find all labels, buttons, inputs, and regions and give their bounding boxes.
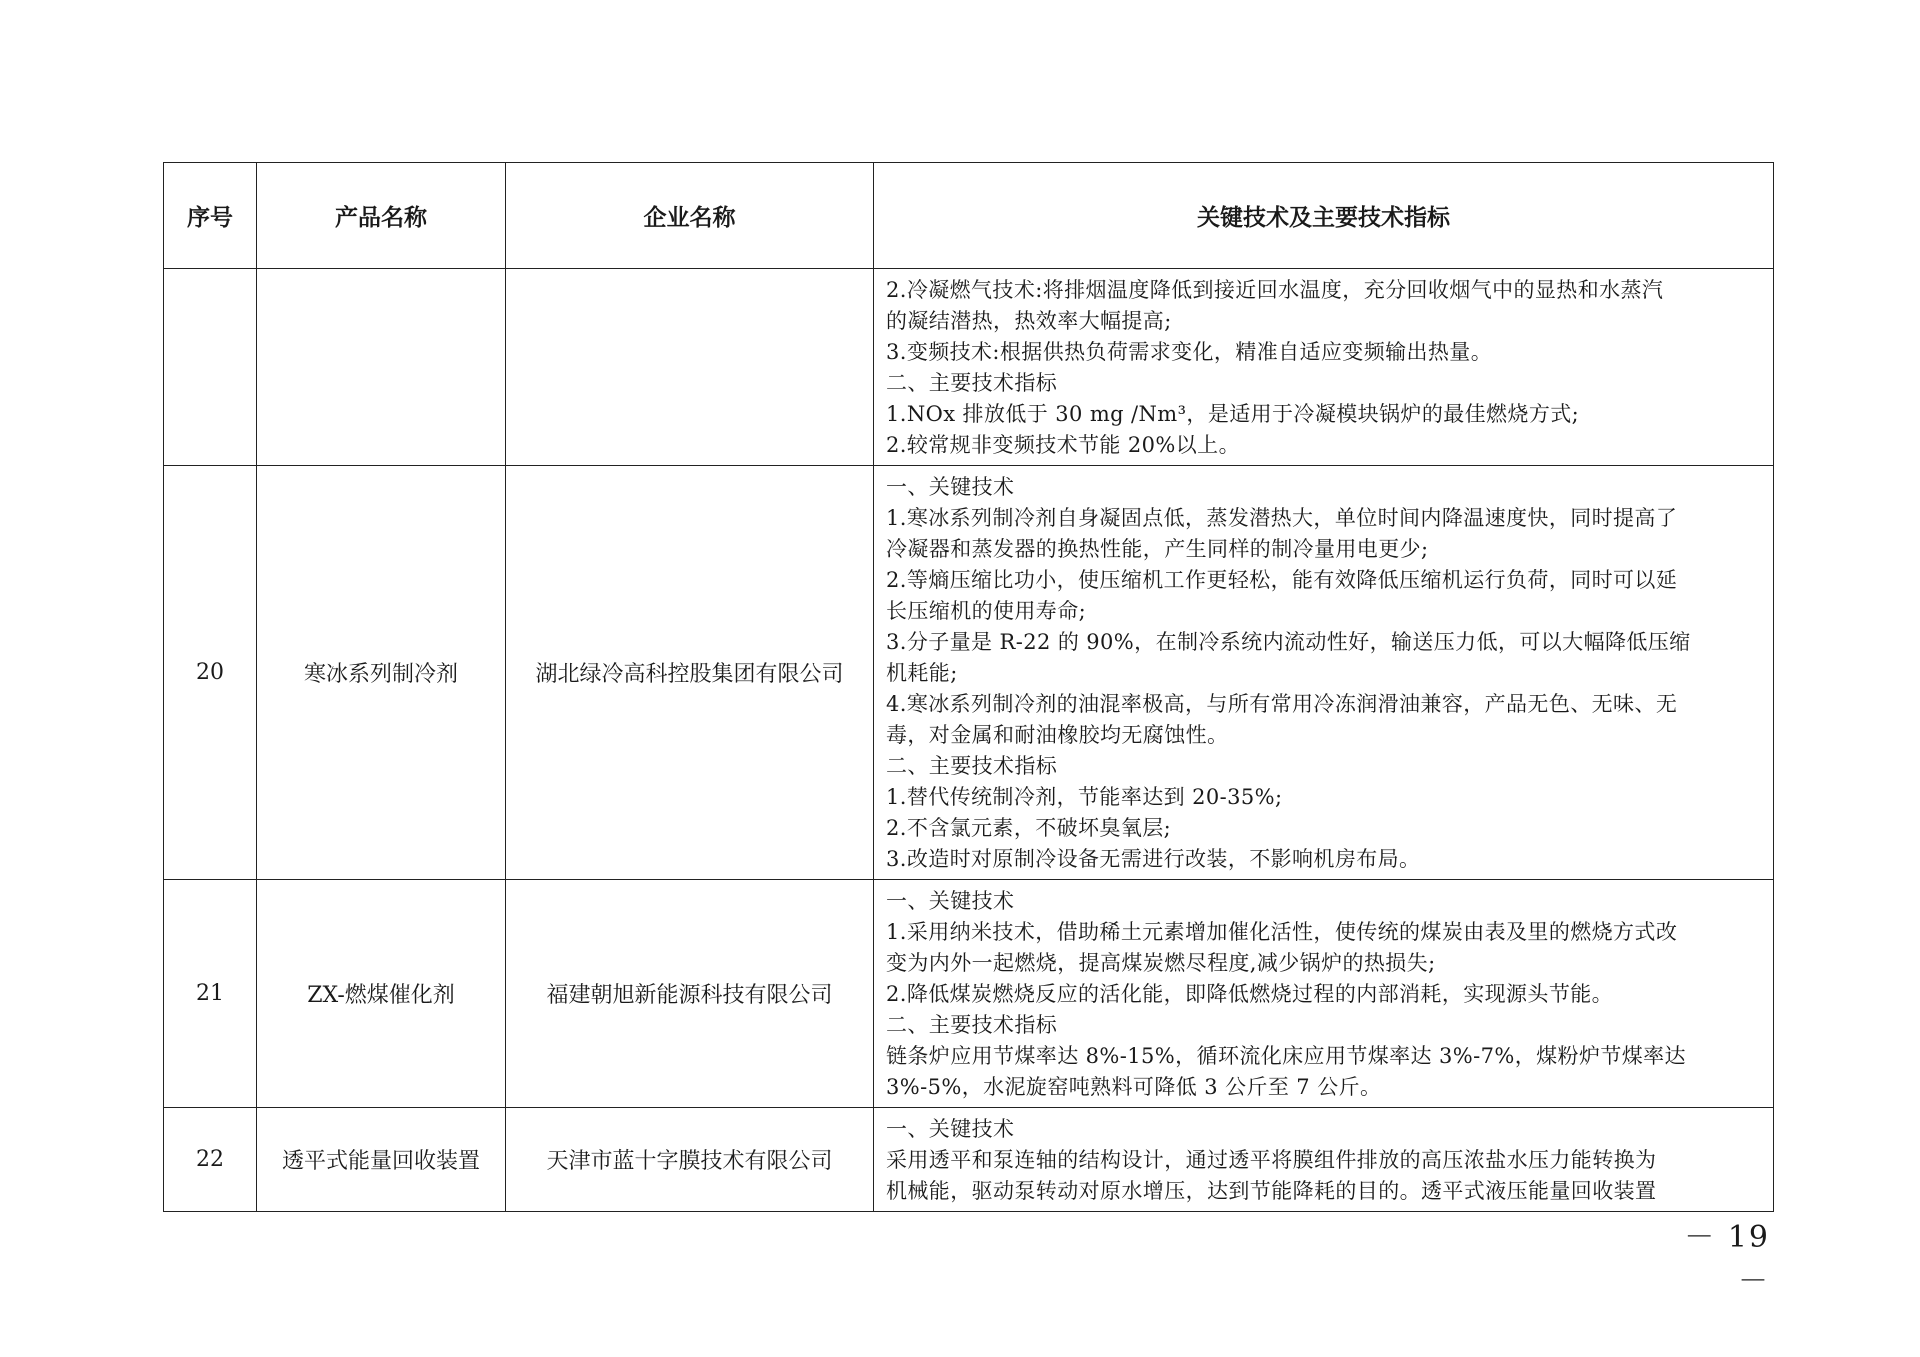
table-row	[164, 466, 1774, 880]
tech-line: 2.较常规非变频技术节能 20%以上。	[886, 433, 1240, 457]
row-seq: 20	[164, 466, 257, 880]
tech-line: 2.冷凝燃气技术:将排烟温度降低到接近回水温度，充分回收烟气中的显热和水蒸汽	[886, 278, 1664, 302]
tech-line: 1.寒冰系列制冷剂自身凝固点低，蒸发潜热大，单位时间内降温速度快，同时提高了	[886, 506, 1678, 530]
tech-line: 二、主要技术指标	[886, 754, 1058, 778]
row-seq: 22	[164, 1108, 257, 1212]
tech-line: 3%-5%，水泥旋窑吨熟料可降低 3 公斤至 7 公斤。	[886, 1075, 1382, 1099]
row-key-tech	[874, 880, 1774, 1108]
tech-line: 采用透平和泵连轴的结构设计，通过透平将膜组件排放的高压浓盐水压力能转换为	[886, 1148, 1657, 1172]
tech-line: 一、关键技术	[886, 1117, 1015, 1141]
tech-line: 3.变频技术:根据供热负荷需求变化，精准自适应变频输出热量。	[886, 340, 1493, 364]
tech-line: 变为内外一起燃烧，提高煤炭燃尽程度,减少锅炉的热损失;	[886, 951, 1436, 975]
table-row	[164, 880, 1774, 1108]
tech-line: 机械能，驱动泵转动对原水增压，达到节能降耗的目的。透平式液压能量回收装置	[886, 1179, 1657, 1203]
table-row	[164, 1108, 1774, 1212]
tech-line: 1.采用纳米技术，借助稀土元素增加催化活性，使传统的煤炭由表及里的燃烧方式改	[886, 920, 1678, 944]
product-table	[163, 162, 1774, 1212]
tech-line: 链条炉应用节煤率达 8%-15%，循环流化床应用节煤率达 3%-7%，煤粉炉节煤率达	[886, 1044, 1686, 1068]
row-product-name: 透平式能量回收装置	[257, 1108, 506, 1212]
tech-line: 3.分子量是 R-22 的 90%，在制冷系统内流动性好，输送压力低，可以大幅降低压缩	[886, 630, 1691, 654]
tech-line: 机耗能;	[886, 661, 958, 685]
tech-line: 1.NOx 排放低于 30 mg /Nm³，是适用于冷凝模块锅炉的最佳燃烧方式;	[886, 402, 1580, 426]
tech-line: 长压缩机的使用寿命;	[886, 599, 1087, 623]
tech-line: 2.不含氯元素，不破坏臭氧层;	[886, 816, 1172, 840]
header-company-name: 企业名称	[506, 163, 874, 269]
row-company-name	[506, 269, 874, 466]
tech-line: 二、主要技术指标	[886, 1013, 1058, 1037]
tech-line: 1.替代传统制冷剂，节能率达到 20-35%;	[886, 785, 1283, 809]
tech-line: 二、主要技术指标	[886, 371, 1058, 395]
tech-line: 2.降低煤炭燃烧反应的活化能，即降低燃烧过程的内部消耗，实现源头节能。	[886, 982, 1614, 1006]
tech-line: 冷凝器和蒸发器的换热性能，产生同样的制冷量用电更少;	[886, 537, 1429, 561]
row-key-tech	[874, 1108, 1774, 1212]
page-number: － 19 －	[1684, 1220, 1770, 1299]
table-row	[164, 269, 1774, 466]
header-seq: 序号	[164, 163, 257, 269]
tech-line: 一、关键技术	[886, 889, 1015, 913]
table-body	[164, 269, 1774, 1212]
row-product-name: 寒冰系列制冷剂	[257, 466, 506, 880]
header-key-tech: 关键技术及主要技术指标	[874, 163, 1774, 269]
tech-line: 3.改造时对原制冷设备无需进行改装，不影响机房布局。	[886, 847, 1421, 871]
header-product-name: 产品名称	[257, 163, 506, 269]
row-key-tech	[874, 466, 1774, 880]
row-company-name: 福建朝旭新能源科技有限公司	[506, 880, 874, 1108]
row-company-name: 湖北绿冷高科控股集团有限公司	[506, 466, 874, 880]
tech-line: 2.等熵压缩比功小，使压缩机工作更轻松，能有效降低压缩机运行负荷，同时可以延	[886, 568, 1678, 592]
row-seq: 21	[164, 880, 257, 1108]
table-header-row	[164, 163, 1774, 269]
tech-line: 4.寒冰系列制冷剂的油混率极高，与所有常用冷冻润滑油兼容，产品无色、无味、无	[886, 692, 1678, 716]
row-product-name: ZX-燃煤催化剂	[257, 880, 506, 1108]
row-company-name: 天津市蓝十字膜技术有限公司	[506, 1108, 874, 1212]
row-product-name	[257, 269, 506, 466]
row-key-tech	[874, 269, 1774, 466]
tech-line: 一、关键技术	[886, 475, 1015, 499]
tech-line: 毒，对金属和耐油橡胶均无腐蚀性。	[886, 723, 1229, 747]
row-seq	[164, 269, 257, 466]
tech-line: 的凝结潜热，热效率大幅提高;	[886, 309, 1172, 333]
